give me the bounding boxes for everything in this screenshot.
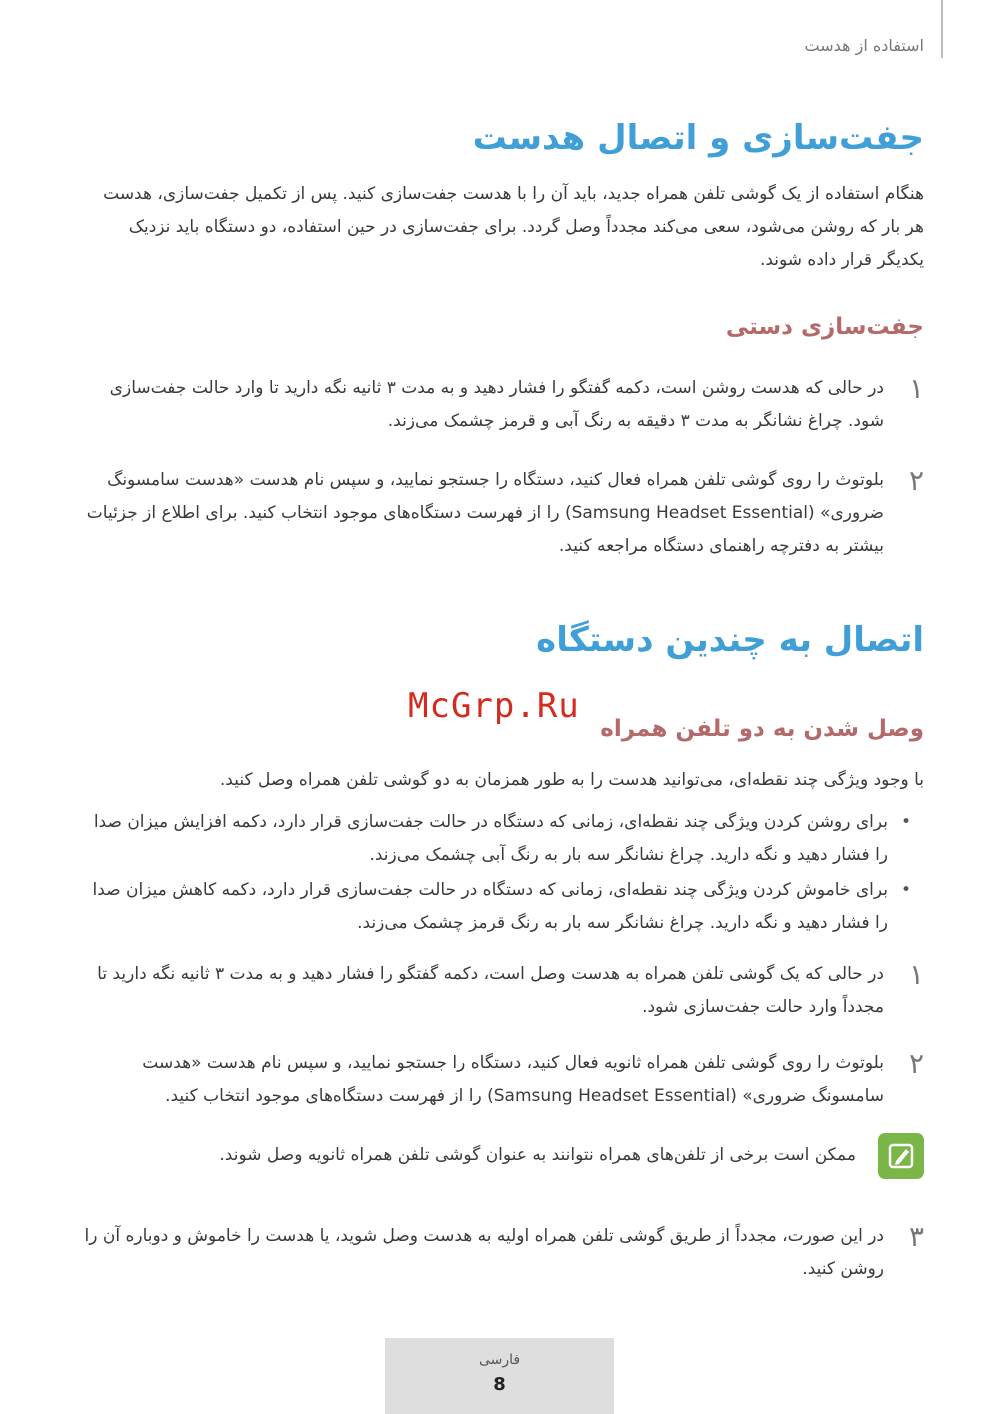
page-number: 8 [493,1374,506,1395]
multipoint-step-2 [70,1047,924,1113]
multipoint-intro: با وجود ویژگی چند نقطه‌ای، می‌توانید هدست را به طور همزمان به دو گوشی تلفن همراه وصل کنید. [219,770,924,790]
page-footer [385,1338,614,1414]
pairing-intro: هنگام استفاده از یک گوشی تلفن همراه جدید، باید آن را با هدست جفت‌سازی کنید. پس از تکمیل جفت‌سازی، هدست هر بار که روشن می‌شود، سعی می‌کند مجدداً وصل گردد. برای جفت‌سازی در حین استفاده، دو دستگاه باید نزدیک یکدیگر قرار داده شوند. [103,184,924,270]
header-divider [941,0,943,58]
bullet-item [80,806,924,872]
subtitle-manual-pairing: جفت‌سازی دستی [725,314,924,340]
subtitle-two-phones: وصل شدن به دو تلفن همراه [600,716,924,742]
step-number: ۱ [908,372,924,405]
step-number: ۲ [908,1047,924,1080]
footer-language: فارسی [478,1352,521,1368]
step-text: در حالی که یک گوشی تلفن همراه به هدست وصل است، دکمه گفتگو را فشار دهید و به مدت ۳ ثانیه نگه دارید تا مجدداً وارد حالت جفت‌سازی شود. [97,964,884,1017]
section-title-multipoint: اتصال به چندین دستگاه [536,620,924,660]
bullet-dot: • [900,880,912,900]
step-text: بلوتوث را روی گوشی تلفن همراه فعال کنید، دستگاه را جستجو نمایید، و سپس نام هدست «هدست سامسونگ ضروری» (Samsung Headset Essential) را از فهرست دستگاه‌های موجود انتخاب کنید. برای اطلاع از جزئیات بیشتر به دفترچه راهنمای دستگاه مراجعه کنید. [86,470,884,556]
step-number: ۳ [908,1220,924,1253]
section-title-pairing: جفت‌سازی و اتصال هدست [472,118,924,158]
running-header: استفاده از هدست [804,36,924,55]
step-number: ۱ [908,958,924,991]
bullet-text: برای روشن کردن ویژگی چند نقطه‌ای، زمانی که دستگاه در حالت جفت‌سازی قرار دارد، دکمه افزایش میزان صدا را فشار دهید و نگه دارید. چراغ نشانگر سه بار به رنگ آبی چشمک می‌زند. [93,812,888,865]
step-text: بلوتوث را روی گوشی تلفن همراه ثانویه فعال کنید، دستگاه را جستجو نمایید، و سپس نام هدست «هدست سامسونگ ضروری» (Samsung Headset Essential) را از فهرست دستگاه‌های موجود انتخاب کنید. [142,1053,884,1106]
step-number: ۲ [908,464,924,497]
manual-step-1 [70,372,924,438]
bullet-item [80,874,924,940]
bullet-text: برای خاموش کردن ویژگی چند نقطه‌ای، زمانی که دستگاه در حالت جفت‌سازی قرار دارد، دکمه کاهش میزان صدا را فشار دهید و نگه دارید. چراغ نشانگر سه بار به رنگ قرمز چشمک می‌زند. [92,880,888,933]
watermark: McGrp.Ru [408,686,580,726]
note-pencil-icon [878,1133,924,1179]
manual-step-2 [70,464,924,563]
step-text: در این صورت، مجدداً از طریق گوشی تلفن همراه اولیه به هدست وصل شوید، یا هدست را خاموش و دوباره آن را روشن کنید. [84,1226,884,1279]
note-text: ممکن است برخی از تلفن‌های همراه نتوانند به عنوان گوشی تلفن همراه ثانویه وصل شوند. [219,1145,856,1165]
step-text: در حالی که هدست روشن است، دکمه گفتگو را فشار دهید و به مدت ۳ ثانیه نگه دارید تا وارد حالت جفت‌سازی شود. چراغ نشانگر به مدت ۳ دقیقه به رنگ آبی و قرمز چشمک می‌زند. [109,378,884,431]
note-box [80,1133,924,1179]
bullet-dot: • [900,812,912,832]
multipoint-step-1 [70,958,924,1024]
multipoint-step-3 [70,1220,924,1286]
